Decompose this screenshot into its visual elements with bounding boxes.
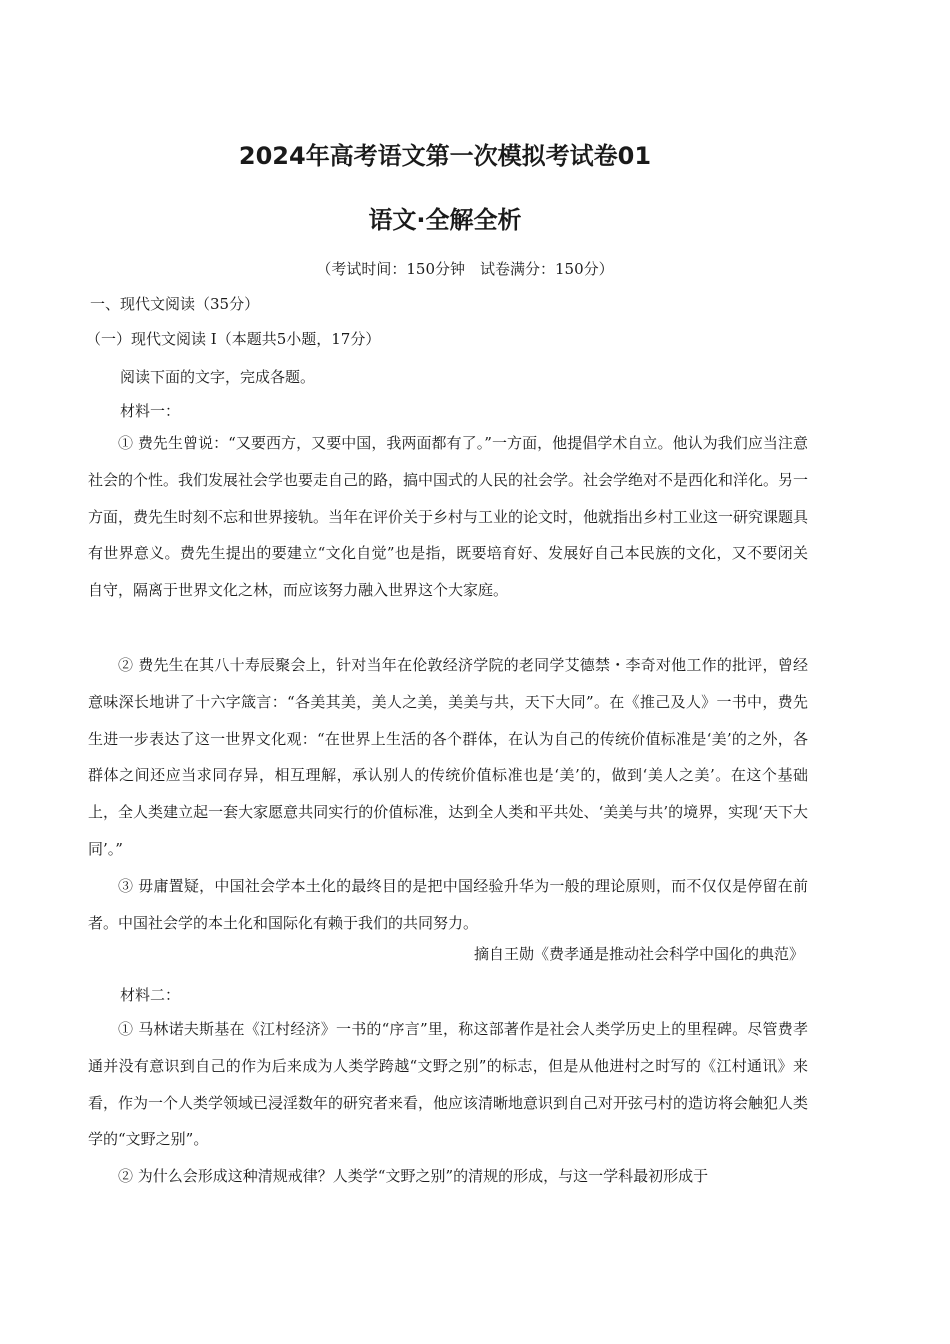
material1-paragraph-1: ① 费先生曾说：“又要西方，又要中国，我两面都有了。”一方面，他提倡学术自立。他认为我们应当注意社会的个性。我们发展社会学也要走自己的路，搞中国式的人民的社会学。社会学绝对不是西化和洋化。另一方面，费先生时刻不忘和世界接轨。当年在评价关于乡村与工业的论文时，他就指出乡村工业这一研究课题具有世界意义。费先生提出的要建立“文化自觉”也是指，既要培育好、发展好自己本民族的文化，又不要闭关自守，隔离于世界文化之林，而应该努力融入世界这个大家庭。 — [88, 434, 809, 600]
material1-label: 材料一： — [120, 402, 181, 420]
section-heading: 一、现代文阅读（35分） — [90, 295, 260, 313]
material1-paragraph-2: ② 费先生在其八十寿辰聚会上，针对当年在伦敦经济学院的老同学艾德禁・李奇对他工作的批评，曾经意味深长地讲了十六字箴言：“各美其美，美人之美，美美与共，天下大同”。在《推己及人》一书中，费先生进一步表达了这一世界文化观：“在世界上生活的各个群体，在认为自己的传统价值标准是‘美’的之外，各群体之间还应当求同存异，相互理解，承认别人的传统价值标准也是‘美’的，做到‘美人之美’。在这个基础上，全人类建立起一套大家愿意共同实行的价值标准，达到全人类和平共处、‘美美与共’的境界，实现‘天下大同’。” — [88, 656, 808, 858]
material2-label: 材料二： — [120, 986, 181, 1004]
exam-info: （考试时间：150分钟 试卷满分：150分） — [316, 260, 614, 278]
section-subheading: （一）现代文阅读 I（本题共5小题，17分） — [86, 330, 381, 348]
material1-source: 摘自王勋《费孝通是推动社会科学中国化的典范》 — [473, 945, 804, 963]
material1-paragraph-3: ③ 毋庸置疑，中国社会学本土化的最终目的是把中国经验升华为一般的理论原则，而不仅仅是停留在前者。中国社会学的本土化和国际化有赖于我们的共同努力。 — [88, 877, 808, 932]
document-title: 2024年高考语文第一次模拟考试卷01 — [238, 142, 652, 170]
material2-paragraph-2: ② 为什么会形成这种清规戒律？人类学“文野之别”的清规的形成，与这一学科最初形成于 — [118, 1167, 709, 1185]
material2-paragraph-1: ① 马林诺夫斯基在《江村经济》一书的“序言”里，称这部著作是社会人类学历史上的里程碑。尽管费孝通并没有意识到自己的作为后来成为人类学跨越“文野之别”的标志，但是从他进村之时写的《江村通讯》来看，作为一个人类学领域已浸淫数年的研究者来看，他应该清晰地意识到自己对开弦弓村的造访将会触犯人类学的“文野之别”。 — [88, 1020, 809, 1149]
document-subtitle: 语文·全解全析 — [368, 206, 522, 234]
reading-instruction: 阅读下面的文字，完成各题。 — [120, 368, 316, 386]
